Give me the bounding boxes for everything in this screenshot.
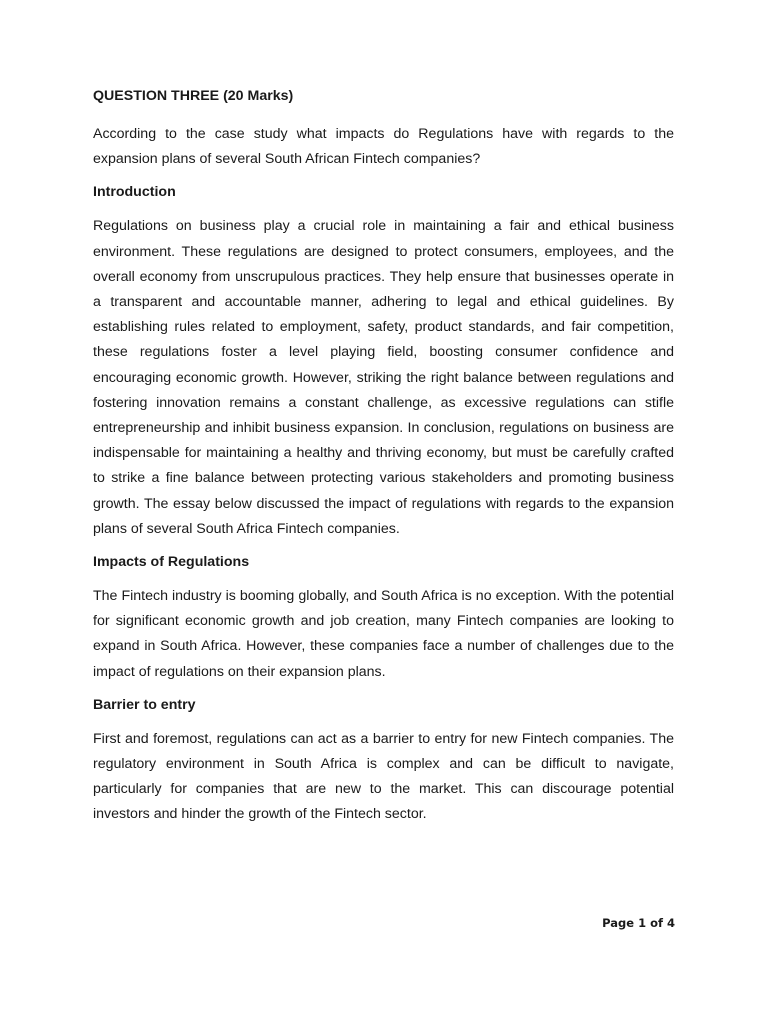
section-paragraph-introduction: Regulations on business play a crucial role in maintaining a fair and ethical business environment. These regulations are designed to protect consumers, employees, and the overall economy from unscrupulous practices. They help ensure that businesses operate in a transparent and accountable manner, adhering to legal and ethical guidelines. By establishing rules related to employment, safety, product standards, and fair competition, these regulations foster a level playing field, boosting consumer confidence and encouraging economic growth. However, striking the right balance between regulations and fostering innovation remains a constant challenge, as excessive regulations can stifle entrepreneurship and inhibit business expansion. In conclusion, regulations on business are indispensable for maintaining a healthy and thriving economy, but must be carefully crafted to strike a fine balance between protecting various stakeholders and promoting business growth. The essay below discussed the impact of regulations with regards to the expansion plans of several South Africa Fintech companies. — [93, 218, 674, 537]
question-title: QUESTION THREE (20 Marks) — [93, 88, 294, 104]
page-number: Page 1 of 4 — [602, 916, 675, 930]
section-paragraph-barrier: First and foremost, regulations can act as a barrier to entry for new Fintech companies. The regulatory environment in South Africa is complex and can be difficult to navigate, particularly for companies that are new to the market. This can discourage potential investors and hinder the growth of the Fintech sector. — [93, 730, 674, 823]
document-body — [93, 86, 674, 838]
section-heading-introduction: Introduction — [93, 184, 176, 201]
section-paragraph-impacts: The Fintech industry is booming globally, and South Africa is no exception. With the potential for significant economic growth and job creation, many Fintech companies are looking to expand in South Africa. However, these companies face a number of challenges due to the impact of regulations on their expansion plans. — [93, 588, 674, 680]
section-heading-barrier: Barrier to entry — [93, 696, 196, 713]
section-heading-impacts: Impacts of Regulations — [93, 554, 250, 571]
question-text: According to the case study what impacts do Regulations have with regards to the expansion plans of several South African Fintech companies? — [93, 126, 674, 168]
